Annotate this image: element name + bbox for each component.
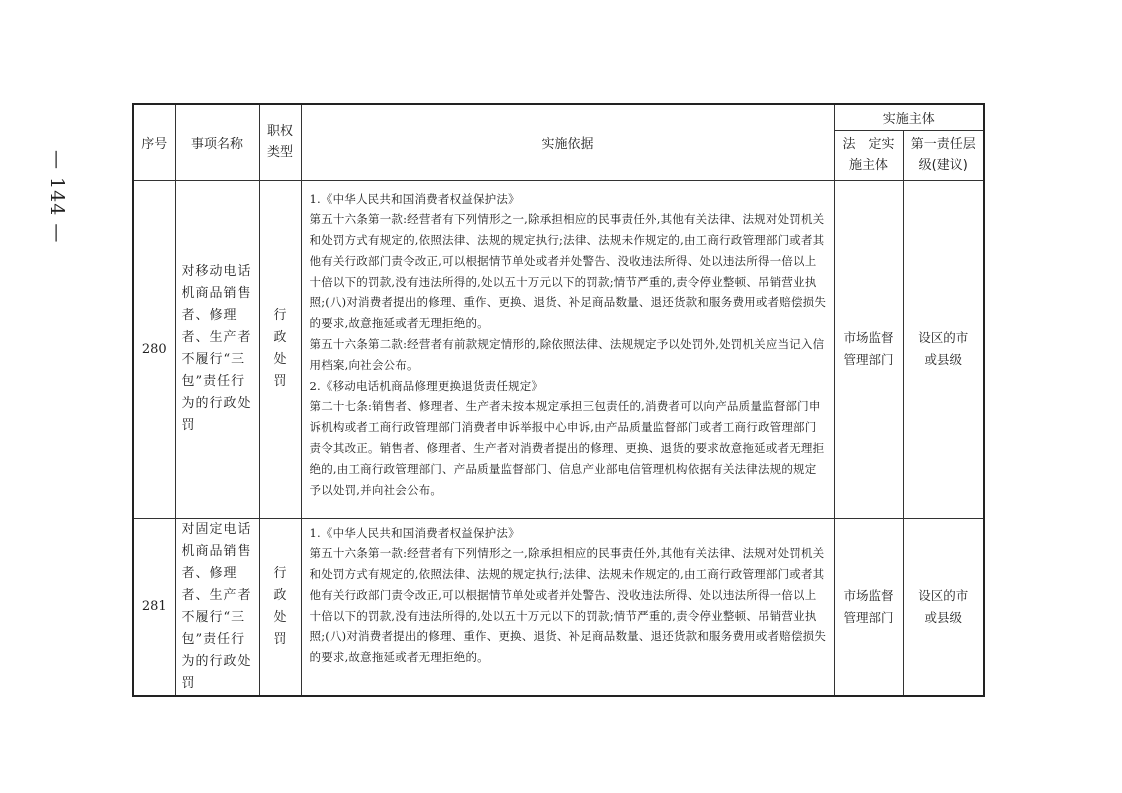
row-basis bbox=[301, 518, 834, 696]
basis-line: 1.《中华人民共和国消费者权益保护法》 bbox=[309, 525, 520, 540]
basis-line: 第五十六条第二款:经营者有前款规定情形的,除依照法律、法规规定予以处罚外,处罚机关应当记入信用档案,向社会公布。 bbox=[309, 337, 825, 372]
row-seq: 280 bbox=[133, 180, 175, 518]
header-legal-subject: 法 定实施主体 bbox=[834, 130, 903, 180]
header-basis: 实施依据 bbox=[301, 104, 834, 180]
page-number: — 144 — bbox=[46, 150, 68, 244]
row-seq: 281 bbox=[133, 518, 175, 696]
basis-line: 2.《移动电话机商品修理更换退货责任规定》 bbox=[309, 378, 544, 393]
row-item-name: 对固定电话机商品销售者、修理者、生产者不履行“三包”责任行为的行政处罚 bbox=[175, 518, 259, 696]
row-first-level: 设区的市或县级 bbox=[903, 518, 984, 696]
header-name: 事项名称 bbox=[175, 104, 259, 180]
row-item-name: 对移动电话机商品销售者、修理者、生产者不履行“三包”责任行为的行政处罚 bbox=[175, 180, 259, 518]
row-first-level: 设区的市或县级 bbox=[903, 180, 984, 518]
row-basis bbox=[301, 180, 834, 518]
header-first-level: 第一责任层级(建议) bbox=[903, 130, 984, 180]
table-row bbox=[133, 518, 984, 696]
header-seq: 序号 bbox=[133, 104, 175, 180]
header-subject-group: 实施主体 bbox=[834, 104, 984, 130]
basis-line: 第二十七条:销售者、修理者、生产者未按本规定承担三包责任的,消费者可以向产品质量监督部门申诉机构或者工商行政管理部门消费者申诉举报中心申诉,由产品质量监督部门或者工商行政管理部门责令其改正。销售者、修理者、生产者对消费者提出的修理、更换、退货的要求故意拖延或者无理拒绝的,由工商行政管理部门、产品质量监督部门、信息产业部电信管理机构依据有关法律法规的规定予以处罚,并向社会公布。 bbox=[309, 399, 825, 497]
basis-line: 第五十六条第一款:经营者有下列情形之一,除承担相应的民事责任外,其他有关法律、法规对处罚机关和处罚方式有规定的,依照法律、法规的规定执行;法律、法规未作规定的,由工商行政管理部门或者其他有关行政部门责令改正,可以根据情节单处或者并处警告、没收违法所得、处以违法所得一倍以上十倍以下的罚款,没有违法所得的,处以五十万元以下的罚款;情节严重的,责令停业整顿、吊销营业执照;(八)对消费者提出的修理、重作、更换、退货、补足商品数量、退还货款和服务费用或者赔偿损失的要求,故意拖延或者无理拒绝的。 bbox=[309, 212, 827, 331]
basis-line: 第五十六条第一款:经营者有下列情形之一,除承担相应的民事责任外,其他有关法律、法规对处罚机关和处罚方式有规定的,依照法律、法规的规定执行;法律、法规未作规定的,由工商行政管理部门或者其他有关行政部门责令改正,可以根据情节单处或者并处警告、没收违法所得、处以违法所得一倍以上十倍以下的罚款,没有违法所得的,处以五十万元以下的罚款;情节严重的,责令停业整顿、吊销营业执照;(八)对消费者提出的修理、重作、更换、退货、补足商品数量、退还货款和服务费用或者赔偿损失的要求,故意拖延或者无理拒绝的。 bbox=[309, 546, 827, 665]
row-power-type: 行政处罚 bbox=[259, 518, 301, 696]
row-power-type: 行政处罚 bbox=[259, 180, 301, 518]
table-row bbox=[133, 180, 984, 518]
enforcement-table bbox=[132, 103, 985, 697]
row-legal-subject: 市场监督管理部门 bbox=[834, 518, 903, 696]
row-legal-subject: 市场监督管理部门 bbox=[834, 180, 903, 518]
basis-line: 1.《中华人民共和国消费者权益保护法》 bbox=[309, 191, 520, 206]
header-type: 职权类型 bbox=[259, 104, 301, 180]
